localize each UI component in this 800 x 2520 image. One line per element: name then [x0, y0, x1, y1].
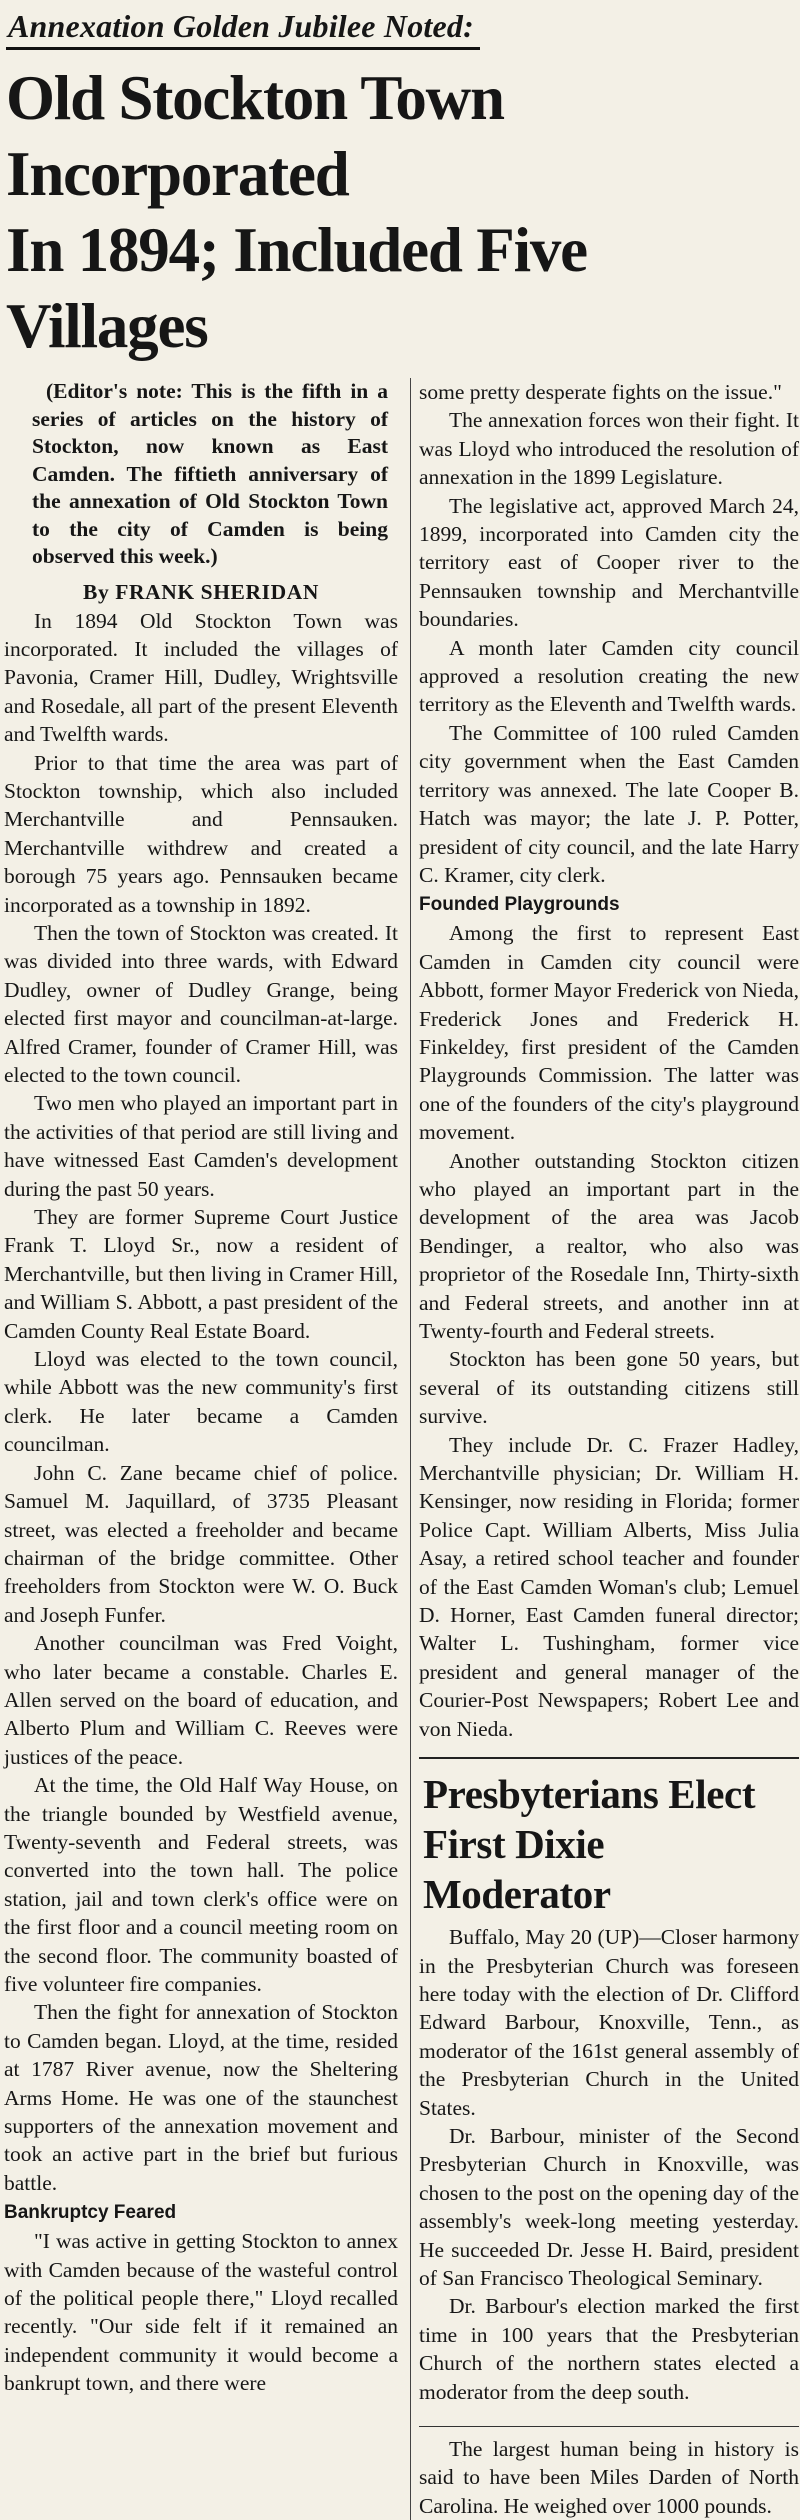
paragraph: Another councilman was Fred Voight, who later became a constable. Charles E. Allen served on the board of education, and Alberto Plum and William C. Reeves were justices of the peace.: [4, 1631, 398, 1769]
paragraph: John C. Zane became chief of police. Samuel M. Jaquillard, of 3735 Pleasant street, was elected a freeholder and became chairman of the bridge committee. Other freeholders from Stockton were W. O. Buck and Joseph Funfer.: [4, 1460, 398, 1627]
main-headline-line-2: In 1894; Included Five Villages: [6, 215, 587, 361]
subhead-playgrounds: Founded Playgrounds: [419, 894, 620, 916]
main-headline: [6, 60, 792, 364]
paragraph: The legislative act, approved March 24, 1899, incorporated into Camden city the territory east of Cooper river to the Pennsauken township and Merchantville boundaries.: [419, 493, 799, 632]
filler-paragraph: The largest human being in history is said to have been Miles Darden of North Carolina. He weighed over 1000 pounds.: [419, 2437, 799, 2518]
paragraph: They include Dr. C. Frazer Hadley, Merchantville physician; Dr. William H. Kensinger, now residing in Florida; former Police Capt. William Alberts, Miss Julia Asay, a retired school teacher and founder of the East Camden Woman's club; Lemuel D. Horner, East Camden funeral director; Walter L. Tushingham, former vice president and general manager of the Courier-Post Newspapers; Robert Lee and von Nieda.: [419, 1432, 799, 1741]
presbyterian-headline-line-1: Presbyterians Elect: [423, 1771, 756, 1818]
paragraph: Prior to that time the area was part of Stockton township, which also included Merchantville and Pennsauken. Merchantville withdrew and created a borough 75 years ago. Pennsauken became incorporated as a township in 1892.: [4, 750, 398, 917]
paragraph: Then the fight for annexation of Stockton to Camden began. Lloyd, at the time, resided at 1787 River avenue, now the Sheltering Arms Home. He was one of the staunchest supporters of the annexation movement and took an active part in the brief but furious battle.: [4, 2000, 398, 2195]
paragraph: Lloyd was elected to the town council, while Abbott was the new community's first clerk. He later became a Camden councilman.: [4, 1347, 398, 1457]
kicker-container: [4, 0, 792, 54]
editor-note: [4, 378, 398, 571]
paragraph: At the time, the Old Half Way House, on the triangle bounded by Westfield avenue, Twenty-seventh and Federal streets, was converted into the town hall. The police station, jail and town clerk's office were on the first floor and a council meeting room on the second floor. The community boasted of five volunteer fire companies.: [4, 1773, 398, 1996]
paragraph: Two men who played an important part in the activities of that period are still living and have witnessed East Camden's development during the past 50 years.: [4, 1091, 398, 1201]
kicker: Annexation Golden Jubilee Noted:: [6, 8, 480, 50]
paragraph: In 1894 Old Stockton Town was incorporated. It included the villages of Pavonia, Cramer Hill, Dudley, Wrightsville and Rosedale, all part of the present Eleventh and Twelfth wards.: [4, 608, 398, 747]
subhead-bankruptcy: Bankruptcy Feared: [4, 2202, 177, 2224]
paragraph: Then the town of Stockton was created. It was divided into three wards, with Edward Dudley, owner of Dudley Grange, being elected first mayor and councilman-at-large. Alfred Cramer, founder of Cramer Hill, was elected to the town council.: [4, 920, 398, 1087]
paragraph: some pretty desperate fights on the issue.": [419, 380, 782, 404]
paragraph: They are former Supreme Court Justice Frank T. Lloyd Sr., now a resident of Merchantville, but then living in Cramer Hill, and William S. Abbott, a past president of the Camden County Real Estate Board.: [4, 1205, 398, 1343]
paragraph: Another outstanding Stockton citizen who played an important part in the development of the area was Jacob Bendinger, a realtor, who also was proprietor of the Rosedale Inn, Thirty-sixth and Federal streets, and another inn at Twenty-fourth and Federal streets.: [419, 1148, 799, 1343]
paragraph: Dr. Barbour's election marked the first time in 100 years that the Presbyterian Church of the northern states elected a moderator from the deep south.: [419, 2294, 799, 2404]
paragraph: Buffalo, May 20 (UP)—Closer harmony in the Presbyterian Church was foreseen here today with the election of Dr. Clifford Edward Barbour, Knoxville, Tenn., as moderator of the 161st general assembly of the Presbyterian Church in the United States.: [419, 1925, 799, 2120]
paragraph: Stockton has been gone 50 years, but several of its outstanding citizens still survive.: [419, 1347, 799, 1429]
paragraph: The annexation forces won their fight. It was Lloyd who introduced the resolution of annexation in the 1899 Legislature.: [419, 408, 799, 490]
paragraph: Among the first to represent East Camden in Camden city council were Abbott, former Mayor Frederick von Nieda, Frederick Jones and Frederick H. Finkeldey, first president of the Camden Playgrounds Commission. The latter was one of the founders of the city's playground movement.: [419, 921, 799, 1145]
column-right: [410, 378, 799, 2520]
paragraph: A month later Camden city council approved a resolution creating the new territory as the Eleventh and Twelfth wards.: [419, 635, 799, 717]
filler-divider: [419, 2426, 799, 2427]
paragraph: Dr. Barbour, minister of the Second Presbyterian Church in Knoxville, was chosen to the post on the opening day of the assembly's week-long meeting yesterday. He succeeded Dr. Jesse H. Baird, president of San Francisco Theological Seminary.: [419, 2123, 799, 2290]
editor-note-text: (Editor's note: This is the fifth in a series of articles on the history of Stockton, now known as East Camden. The fiftieth anniversary of the annexation of Old Stockton Town to the city of Camden is being observed this week.): [32, 379, 388, 568]
paragraph: "I was active in getting Stockton to annex with Camden because of the wasteful control of the political people there," Lloyd recalled recently. "Our side felt if it remained an independent community it would become a bankrupt town, and there were: [4, 2229, 398, 2396]
column-left: [4, 378, 398, 2520]
article-divider: [419, 1757, 799, 1759]
main-headline-line-1: Old Stockton Town Incorporated: [6, 63, 504, 209]
article-columns: [4, 378, 799, 2520]
byline: By FRANK SHERIDAN: [83, 579, 319, 604]
presbyterian-headline: [423, 1769, 799, 1919]
presbyterian-headline-line-2: First Dixie Moderator: [423, 1821, 611, 1918]
paragraph: The Committee of 100 ruled Camden city government when the East Camden territory was annexed. The late Cooper B. Hatch was mayor; the late J. P. Potter, president of city council, and the late Harry C. Kramer, city clerk.: [419, 720, 799, 887]
